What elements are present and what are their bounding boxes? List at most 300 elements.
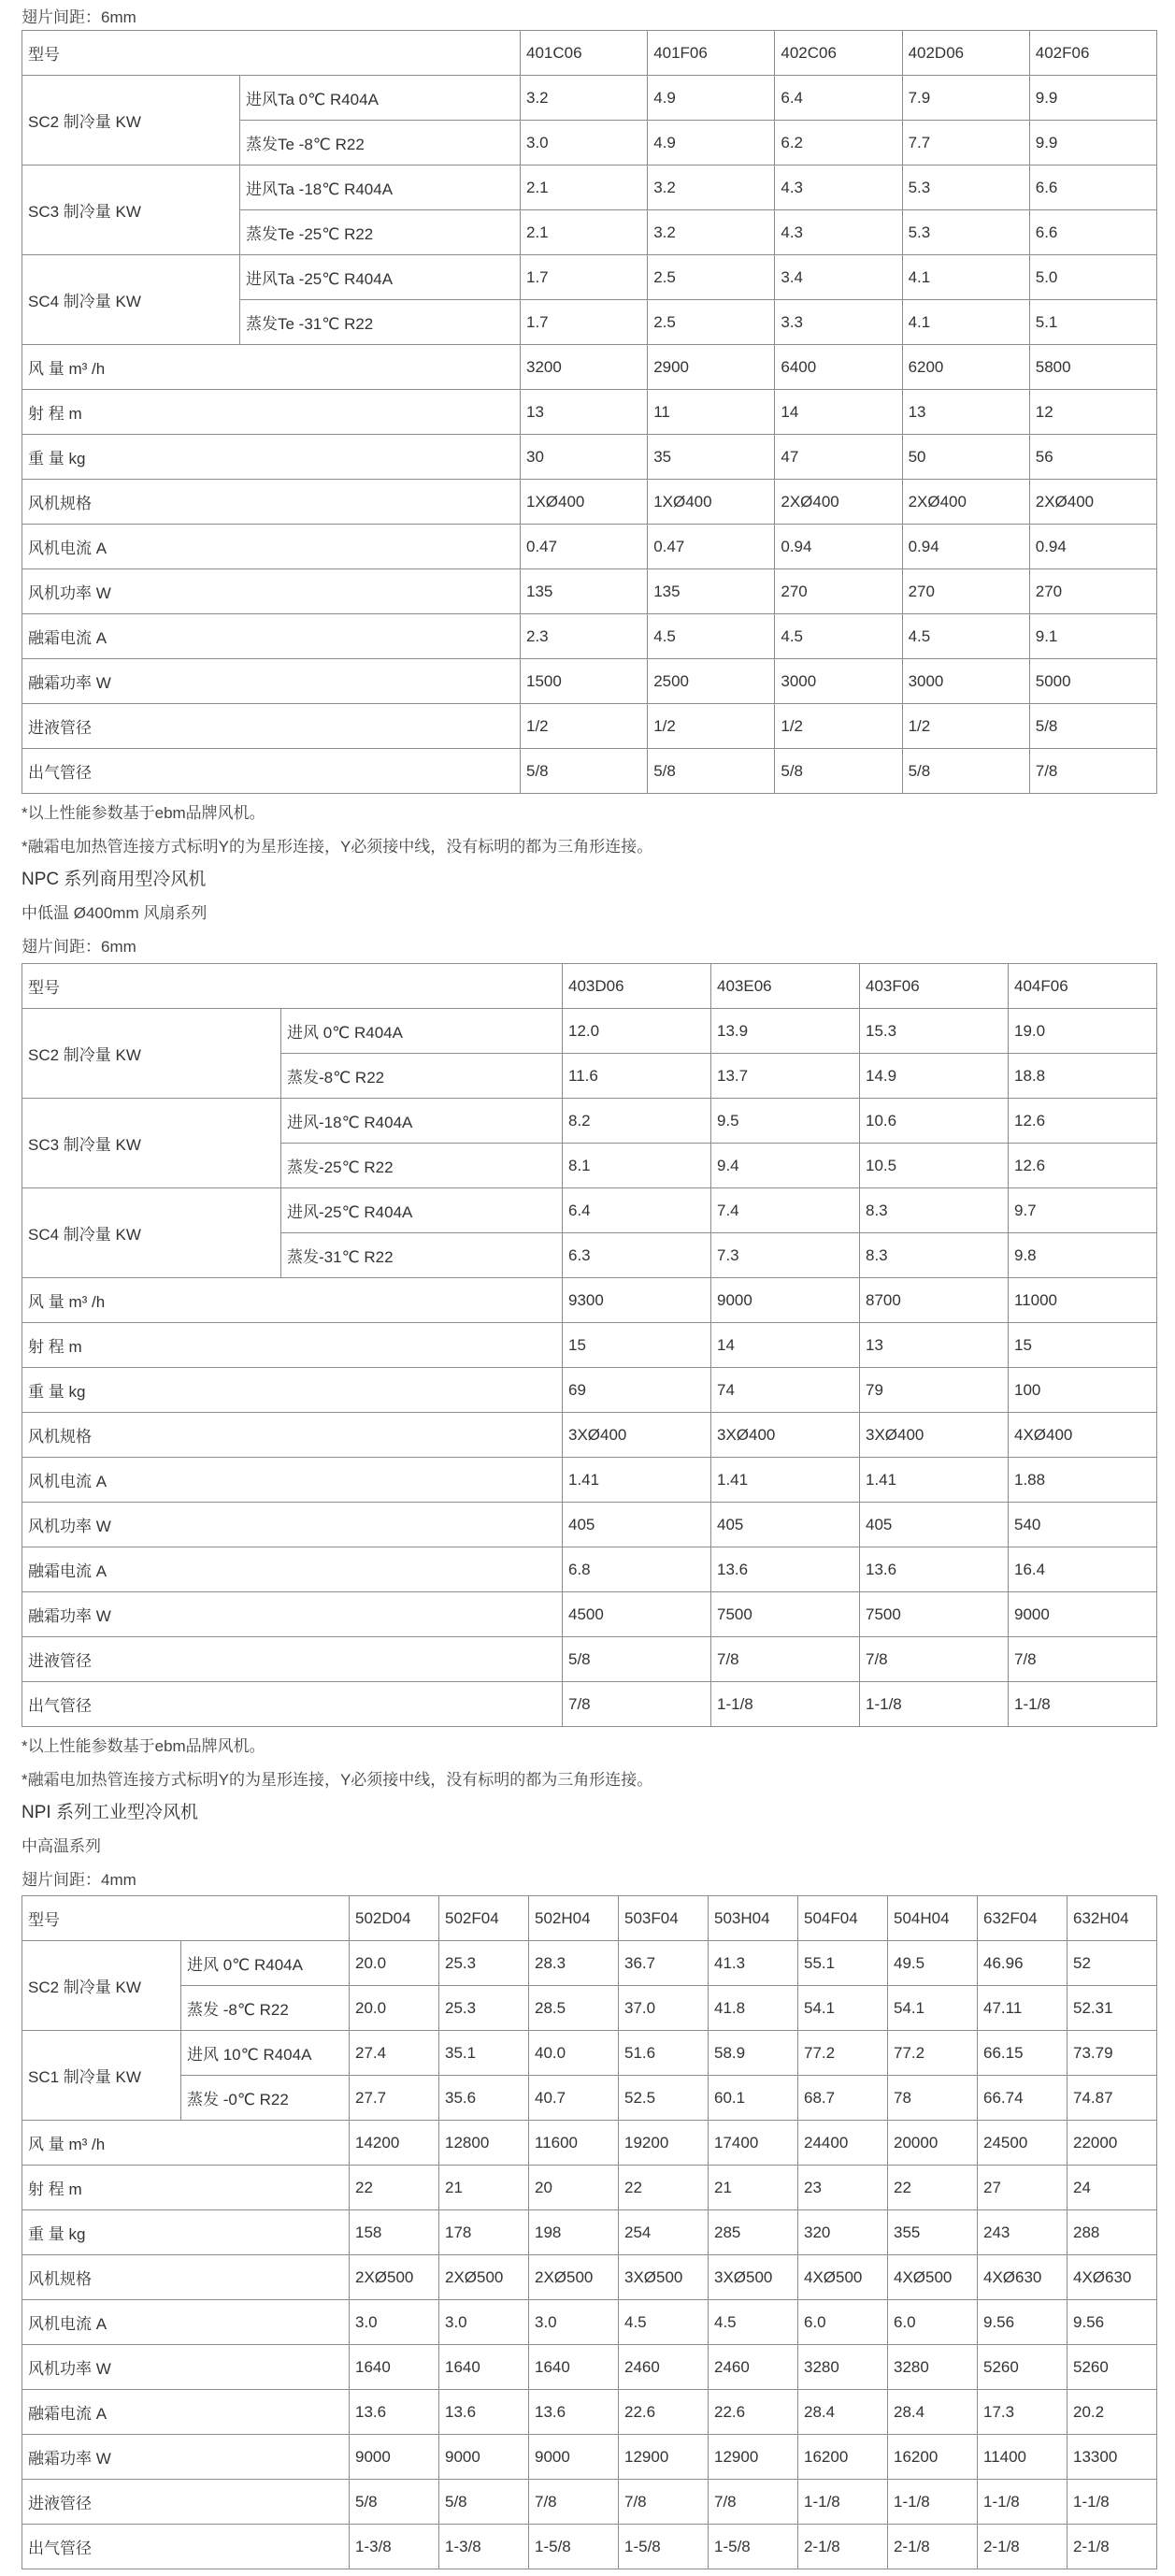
condition-label: 进风-18℃ R404A [281,1099,563,1144]
capacity-value: 68.7 [798,2076,888,2121]
spec-value: 20.2 [1068,2390,1157,2435]
table-row [22,2031,1157,2076]
spec-value: 27 [978,2166,1068,2210]
condition-label: 蒸发Te -8℃ R22 [240,121,521,165]
spec-value: 7/8 [619,2480,709,2525]
condition-label: 蒸发-31℃ R22 [281,1233,563,1278]
capacity-value: 9.9 [1029,76,1156,121]
spec-label: 进液管径 [22,704,521,749]
spec-value: 1-1/8 [798,2480,888,2525]
table-row [22,1188,1157,1233]
spec-value: 178 [439,2210,529,2255]
spec-label: 融霜电流 A [22,2390,350,2435]
spec-value: 1XØ400 [521,480,648,525]
spec-label: 融霜电流 A [22,614,521,659]
spec-label: 风机功率 W [22,2345,350,2390]
capacity-value: 6.4 [775,76,902,121]
spec-value: 22 [619,2166,709,2210]
spec-label: 出气管径 [22,2525,350,2569]
capacity-value: 2.1 [521,165,648,210]
capacity-value: 6.4 [563,1188,711,1233]
model-header-cell: 503F04 [619,1896,709,1941]
model-header-label: 型号 [22,964,563,1009]
spec-label: 重 量 kg [22,1368,563,1413]
spec-value: 11600 [529,2121,619,2166]
condition-label: 进风Ta -25℃ R404A [240,255,521,300]
condition-label: 蒸发 -0℃ R22 [181,2076,350,2121]
model-header-cell: 504H04 [888,1896,978,1941]
capacity-value: 37.0 [619,1986,709,2031]
table-row [22,345,1157,390]
capacity-value: 13.9 [711,1009,860,1054]
spec-value: 1-1/8 [1068,2480,1157,2525]
capacity-value: 19.0 [1009,1009,1157,1054]
spec-value: 22 [350,2166,439,2210]
condition-label: 蒸发-25℃ R22 [281,1144,563,1188]
capacity-value: 35.6 [439,2076,529,2121]
spec-value: 12 [1029,390,1156,435]
spec-value: 243 [978,2210,1068,2255]
spec-value: 1-1/8 [860,1682,1009,1727]
spec-value: 21 [439,2166,529,2210]
spec-value: 6.0 [888,2300,978,2345]
spec-value: 1.41 [860,1458,1009,1503]
spec-value: 2XØ500 [439,2255,529,2300]
spec-value: 12900 [619,2435,709,2480]
table-row [22,1896,1157,1941]
spec-value: 1-5/8 [619,2525,709,2569]
capacity-value: 36.7 [619,1941,709,1986]
spec-value: 540 [1009,1503,1157,1547]
spec-table-3 [21,1895,1157,2569]
spec-value: 2-1/8 [978,2525,1068,2569]
spec-value: 9000 [529,2435,619,2480]
spec-label: 进液管径 [22,2480,350,2525]
spec-value: 79 [860,1368,1009,1413]
capacity-group-label: SC4 制冷量 KW [22,255,240,345]
table-row [22,2166,1157,2210]
spec-value: 22.6 [619,2390,709,2435]
table-row [22,1323,1157,1368]
capacity-value: 15.3 [860,1009,1009,1054]
table-row [22,659,1157,704]
spec-value: 2XØ400 [1029,480,1156,525]
spec-value: 5/8 [350,2480,439,2525]
spec-value: 4XØ500 [798,2255,888,2300]
capacity-value: 73.79 [1068,2031,1157,2076]
spec-value: 14 [775,390,902,435]
spec-value: 4XØ500 [888,2255,978,2300]
spec-value: 6400 [775,345,902,390]
section-subtitle-npi: 中高温系列 [21,1837,101,1855]
table-row [22,1682,1157,1727]
spec-value: 22000 [1068,2121,1157,2166]
spec-value: 1-1/8 [978,2480,1068,2525]
spec-value: 2.3 [521,614,648,659]
capacity-value: 2.1 [521,210,648,255]
condition-label: 蒸发 -8℃ R22 [181,1986,350,2031]
table-row [22,1547,1157,1592]
model-header-cell: 502H04 [529,1896,619,1941]
capacity-value: 13.7 [711,1054,860,1099]
section-heading-npi: NPI 系列工业型冷风机 [21,1803,198,1822]
spec-value: 2500 [648,659,775,704]
model-header-cell: 403D06 [563,964,711,1009]
spec-value: 20 [529,2166,619,2210]
spec-value: 5800 [1029,345,1156,390]
table-row [22,1637,1157,1682]
capacity-value: 4.3 [775,210,902,255]
spec-value: 14200 [350,2121,439,2166]
spec-value: 13 [521,390,648,435]
spec-value: 3.0 [439,2300,529,2345]
spec-value: 50 [902,435,1029,480]
spec-label: 风机电流 A [22,2300,350,2345]
model-header-label: 型号 [22,31,521,76]
section-subtitle-npc: 中低温 Ø400mm 风扇系列 [21,904,208,922]
capacity-value: 27.4 [350,2031,439,2076]
spec-label: 融霜功率 W [22,659,521,704]
table-row [22,614,1157,659]
section-heading-npc: NPC 系列商用型冷风机 [21,870,207,889]
model-header-cell: 632H04 [1068,1896,1157,1941]
model-header-cell: 402F06 [1029,31,1156,76]
spec-value: 0.94 [775,525,902,569]
capacity-value: 52.31 [1068,1986,1157,2031]
capacity-value: 6.6 [1029,165,1156,210]
spec-value: 8700 [860,1278,1009,1323]
capacity-value: 8.3 [860,1188,1009,1233]
spec-value: 1/2 [775,704,902,749]
capacity-value: 1.7 [521,255,648,300]
spec-value: 22.6 [709,2390,798,2435]
capacity-value: 55.1 [798,1941,888,1986]
spec-value: 9000 [439,2435,529,2480]
model-header-cell: 403E06 [711,964,860,1009]
spec-value: 74 [711,1368,860,1413]
capacity-value: 4.1 [902,300,1029,345]
capacity-value: 7.9 [902,76,1029,121]
capacity-value: 77.2 [888,2031,978,2076]
spec-value: 3XØ400 [563,1413,711,1458]
note-2a: *以上性能参数基于ebm品牌风机。 [21,1737,265,1755]
spec-value: 2460 [619,2345,709,2390]
capacity-group-label: SC3 制冷量 KW [22,1099,281,1188]
capacity-value: 18.8 [1009,1054,1157,1099]
table-row [22,1503,1157,1547]
spec-value: 12900 [709,2435,798,2480]
condition-label: 进风Ta 0℃ R404A [240,76,521,121]
capacity-value: 51.6 [619,2031,709,2076]
spec-table-2 [21,963,1157,1727]
spec-value: 1/2 [902,704,1029,749]
model-header-cell: 504F04 [798,1896,888,1941]
spec-label: 风 量 m³ /h [22,1278,563,1323]
spec-value: 28.4 [888,2390,978,2435]
spec-value: 7/8 [1009,1637,1157,1682]
note-1b: *融霜电加热管连接方式标明Y的为星形连接，Y必须接中线，没有标明的都为三角形连接。 [21,838,653,856]
spec-value: 5260 [978,2345,1068,2390]
model-header-cell: 503H04 [709,1896,798,1941]
spec-value: 7/8 [709,2480,798,2525]
capacity-value: 6.6 [1029,210,1156,255]
spec-value: 15 [563,1323,711,1368]
spec-value: 6.8 [563,1547,711,1592]
fin-spacing-1: 翅片间距：6mm [21,8,136,26]
table-row [22,749,1157,794]
capacity-value: 9.7 [1009,1188,1157,1233]
table-row [22,1009,1157,1054]
table-row [22,2255,1157,2300]
spec-value: 4.5 [648,614,775,659]
capacity-value: 58.9 [709,2031,798,2076]
spec-value: 135 [648,569,775,614]
spec-value: 7/8 [860,1637,1009,1682]
capacity-value: 52 [1068,1941,1157,1986]
spec-value: 13.6 [711,1547,860,1592]
capacity-group-label: SC3 制冷量 KW [22,165,240,255]
model-header-cell: 401C06 [521,31,648,76]
spec-table-1 [21,30,1157,794]
spec-value: 7/8 [711,1637,860,1682]
capacity-value: 40.7 [529,2076,619,2121]
capacity-value: 9.4 [711,1144,860,1188]
spec-value: 270 [1029,569,1156,614]
table-row [22,1592,1157,1637]
capacity-value: 5.3 [902,165,1029,210]
spec-value: 1.41 [563,1458,711,1503]
spec-label: 融霜功率 W [22,1592,563,1637]
spec-value: 4XØ630 [978,2255,1068,2300]
capacity-value: 2.5 [648,300,775,345]
spec-value: 13.6 [439,2390,529,2435]
table-row [22,1099,1157,1144]
capacity-value: 3.0 [521,121,648,165]
spec-value: 100 [1009,1368,1157,1413]
spec-label: 出气管径 [22,1682,563,1727]
capacity-group-label: SC2 制冷量 KW [22,1009,281,1099]
capacity-value: 5.3 [902,210,1029,255]
capacity-value: 54.1 [888,1986,978,2031]
table-row [22,31,1157,76]
spec-value: 6.0 [798,2300,888,2345]
capacity-value: 28.3 [529,1941,619,1986]
spec-value: 7/8 [529,2480,619,2525]
table-row [22,165,1157,210]
spec-label: 风 量 m³ /h [22,345,521,390]
spec-value: 4XØ630 [1068,2255,1157,2300]
spec-value: 1.41 [711,1458,860,1503]
spec-value: 13 [860,1323,1009,1368]
spec-value: 20000 [888,2121,978,2166]
spec-value: 9000 [1009,1592,1157,1637]
spec-value: 198 [529,2210,619,2255]
capacity-value: 77.2 [798,2031,888,2076]
table-row [22,704,1157,749]
table-row [22,1458,1157,1503]
capacity-value: 28.5 [529,1986,619,2031]
spec-value: 14 [711,1323,860,1368]
capacity-value: 27.7 [350,2076,439,2121]
table-row [22,569,1157,614]
spec-value: 1-5/8 [529,2525,619,2569]
spec-label: 融霜功率 W [22,2435,350,2480]
spec-label: 重 量 kg [22,2210,350,2255]
spec-value: 1640 [350,2345,439,2390]
spec-value: 47 [775,435,902,480]
spec-value: 2-1/8 [888,2525,978,2569]
model-header-cell: 402D06 [902,31,1029,76]
spec-value: 1640 [529,2345,619,2390]
capacity-value: 4.3 [775,165,902,210]
spec-label: 射 程 m [22,2166,350,2210]
capacity-value: 8.1 [563,1144,711,1188]
spec-value: 5/8 [775,749,902,794]
spec-value: 2-1/8 [1068,2525,1157,2569]
model-header-cell: 502F04 [439,1896,529,1941]
spec-value: 5/8 [521,749,648,794]
table-row [22,2076,1157,2121]
spec-value: 5/8 [648,749,775,794]
spec-value: 285 [709,2210,798,2255]
capacity-value: 3.3 [775,300,902,345]
spec-value: 30 [521,435,648,480]
spec-value: 5/8 [1029,704,1156,749]
spec-value: 19200 [619,2121,709,2166]
spec-value: 7500 [860,1592,1009,1637]
fin-spacing-2: 翅片间距：6mm [21,938,136,956]
capacity-value: 5.1 [1029,300,1156,345]
capacity-value: 3.2 [648,210,775,255]
condition-label: 蒸发-8℃ R22 [281,1054,563,1099]
capacity-value: 6.3 [563,1233,711,1278]
table-row [22,76,1157,121]
condition-label: 进风 10℃ R404A [181,2031,350,2076]
spec-value: 56 [1029,435,1156,480]
spec-value: 35 [648,435,775,480]
capacity-value: 74.87 [1068,2076,1157,2121]
spec-value: 13 [902,390,1029,435]
capacity-value: 41.3 [709,1941,798,1986]
capacity-group-label: SC4 制冷量 KW [22,1188,281,1278]
spec-value: 28.4 [798,2390,888,2435]
capacity-value: 10.5 [860,1144,1009,1188]
spec-value: 13.6 [529,2390,619,2435]
capacity-value: 4.1 [902,255,1029,300]
spec-label: 风机电流 A [22,525,521,569]
table-row [22,964,1157,1009]
spec-value: 1-1/8 [1009,1682,1157,1727]
table-row [22,1368,1157,1413]
capacity-value: 35.1 [439,2031,529,2076]
spec-value: 3000 [902,659,1029,704]
spec-value: 1-3/8 [350,2525,439,2569]
spec-value: 6200 [902,345,1029,390]
spec-value: 2XØ400 [902,480,1029,525]
table-row [22,2210,1157,2255]
spec-value: 0.47 [521,525,648,569]
capacity-value: 20.0 [350,1941,439,1986]
spec-value: 2460 [709,2345,798,2390]
spec-value: 3XØ400 [860,1413,1009,1458]
spec-value: 405 [860,1503,1009,1547]
spec-value: 2XØ400 [775,480,902,525]
fin-spacing-3: 翅片间距：4mm [21,1871,136,1889]
spec-value: 4XØ400 [1009,1413,1157,1458]
spec-label: 风机电流 A [22,1458,563,1503]
spec-value: 7/8 [1029,749,1156,794]
spec-label: 射 程 m [22,1323,563,1368]
spec-value: 5/8 [563,1637,711,1682]
spec-value: 16.4 [1009,1547,1157,1592]
spec-value: 24 [1068,2166,1157,2210]
capacity-value: 3.2 [521,76,648,121]
spec-value: 1-1/8 [888,2480,978,2525]
capacity-value: 14.9 [860,1054,1009,1099]
table-row [22,435,1157,480]
spec-value: 2900 [648,345,775,390]
condition-label: 蒸发Te -31℃ R22 [240,300,521,345]
capacity-value: 11.6 [563,1054,711,1099]
spec-value: 11000 [1009,1278,1157,1323]
capacity-value: 9.5 [711,1099,860,1144]
spec-value: 4500 [563,1592,711,1637]
model-header-cell: 401F06 [648,31,775,76]
model-header-label: 型号 [22,1896,350,1941]
capacity-value: 12.0 [563,1009,711,1054]
table-row [22,1413,1157,1458]
spec-value: 1-3/8 [439,2525,529,2569]
spec-value: 1-5/8 [709,2525,798,2569]
spec-value: 405 [711,1503,860,1547]
capacity-group-label: SC1 制冷量 KW [22,2031,181,2121]
capacity-group-label: SC2 制冷量 KW [22,1941,181,2031]
spec-value: 24500 [978,2121,1068,2166]
spec-value: 17.3 [978,2390,1068,2435]
spec-label: 风机功率 W [22,1503,563,1547]
capacity-value: 5.0 [1029,255,1156,300]
spec-value: 23 [798,2166,888,2210]
spec-value: 1.88 [1009,1458,1157,1503]
model-header-cell: 502D04 [350,1896,439,1941]
table-row [22,1278,1157,1323]
spec-value: 2XØ500 [350,2255,439,2300]
capacity-value: 8.3 [860,1233,1009,1278]
spec-value: 3280 [798,2345,888,2390]
table-row [22,2435,1157,2480]
capacity-value: 60.1 [709,2076,798,2121]
capacity-value: 52.5 [619,2076,709,2121]
spec-value: 3280 [888,2345,978,2390]
spec-label: 风 量 m³ /h [22,2121,350,2166]
spec-value: 355 [888,2210,978,2255]
spec-value: 3XØ400 [711,1413,860,1458]
spec-value: 3.0 [529,2300,619,2345]
spec-value: 9.1 [1029,614,1156,659]
spec-label: 风机规格 [22,1413,563,1458]
spec-value: 16200 [798,2435,888,2480]
capacity-value: 9.8 [1009,1233,1157,1278]
capacity-value: 1.7 [521,300,648,345]
spec-value: 5000 [1029,659,1156,704]
capacity-value: 3.2 [648,165,775,210]
spec-value: 22 [888,2166,978,2210]
spec-value: 1/2 [521,704,648,749]
spec-value: 9.56 [1068,2300,1157,2345]
spec-label: 风机规格 [22,480,521,525]
spec-value: 12800 [439,2121,529,2166]
spec-value: 13.6 [350,2390,439,2435]
